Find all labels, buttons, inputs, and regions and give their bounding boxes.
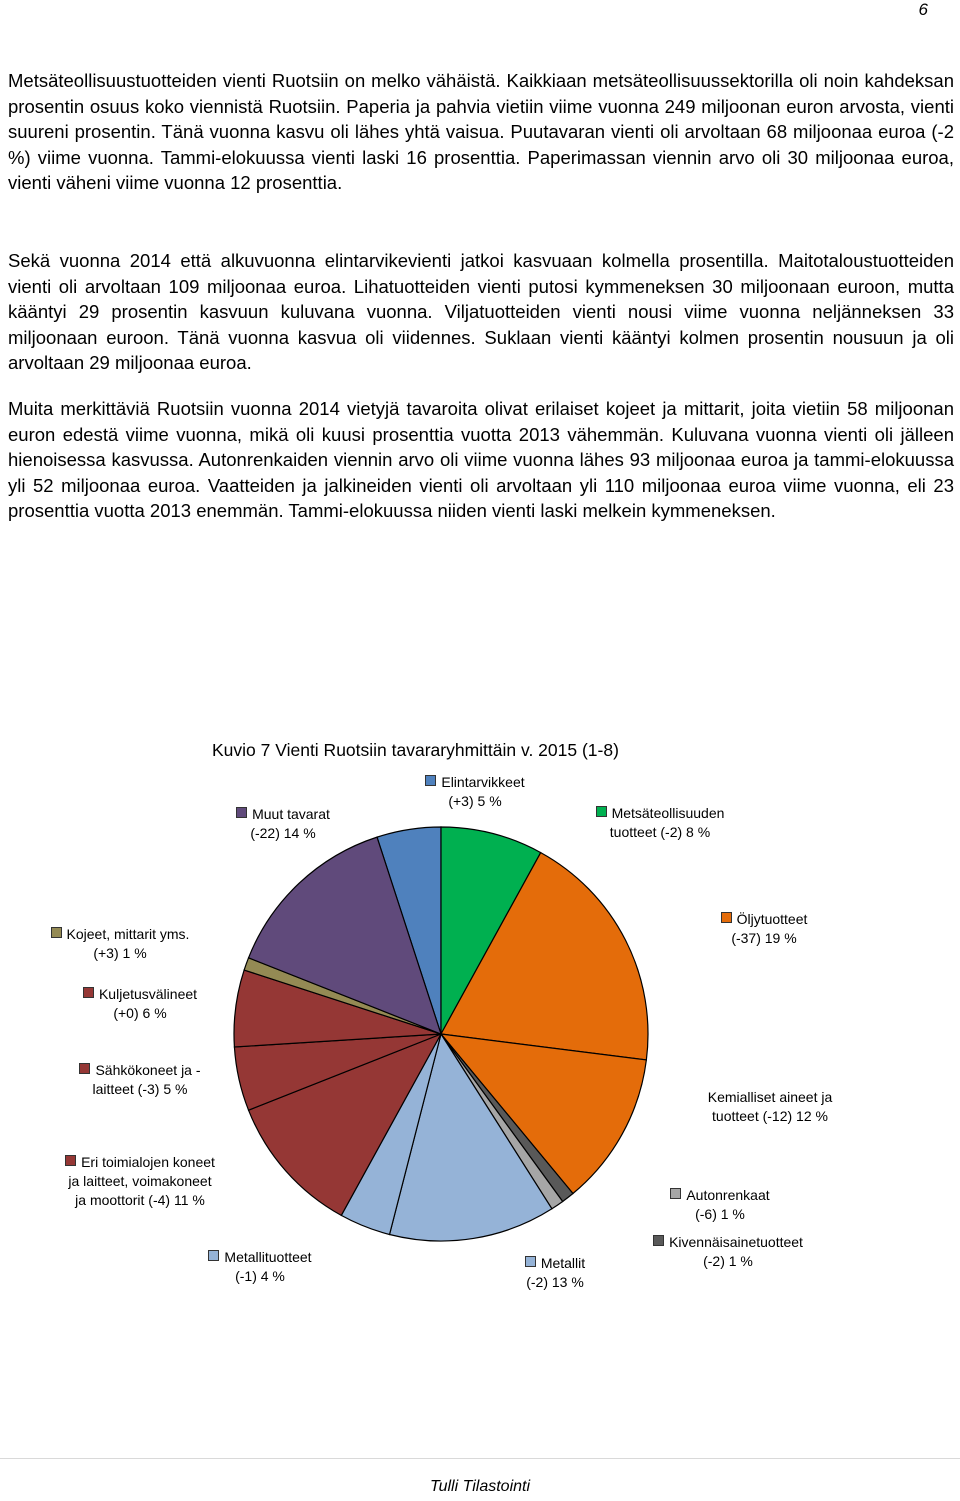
slice-label — [30, 1153, 250, 1210]
slice-label-line: (+0) 6 % — [113, 1005, 167, 1021]
legend-swatch — [525, 1256, 536, 1267]
slice-label-line: (+3) 5 % — [448, 793, 502, 809]
slice-label-line: Autonrenkaat — [610, 1186, 830, 1205]
footer-divider — [0, 1458, 960, 1459]
slice-label — [654, 910, 874, 948]
slice-label-line: Metallit — [445, 1254, 665, 1273]
slice-label — [173, 805, 393, 843]
slice-label-line: Metsäteollisuuden — [550, 804, 770, 823]
footer-text: Tulli Tilastointi — [429, 1478, 531, 1495]
slice-label-line: Eri toimialojen koneet — [30, 1153, 250, 1172]
slice-label-line: (-37) 19 % — [731, 930, 797, 946]
slice-label-line: (-1) 4 % — [235, 1268, 285, 1284]
chart-title: Kuvio 7 Vienti Ruotsiin tavararyhmittäin v. 2015 (1-8) — [212, 740, 619, 760]
slice-label-line: tuotteet (-2) 8 % — [609, 824, 711, 840]
slice-label-line: (-22) 14 % — [250, 825, 316, 841]
slice-label-line: Kojeet, mittarit yms. — [10, 925, 230, 944]
slice-label-line: Kemialliset aineet ja — [707, 1089, 833, 1105]
slice-label-line: Öljytuotteet — [654, 910, 874, 929]
slice-label-line: ja laitteet, voimakoneet — [68, 1173, 212, 1189]
slice-label — [150, 1248, 370, 1286]
slice-label-line: Sähkökoneet ja - — [30, 1061, 250, 1080]
legend-swatch — [51, 927, 62, 938]
page-number: 6 — [918, 0, 928, 19]
slice-label-line: (-2) 13 % — [526, 1274, 584, 1290]
paragraph-food-exports: Sekä vuonna 2014 että alkuvuonna elintarvikevienti jatkoi kasvuaan kolmella prosentilla. Maitotaloustuotteiden vienti oli arvoltaan 109 miljoonaa euroa. Lihatuotteiden vienti putosi kymmeneksen 30 miljoonaan euroon, mutta kääntyi 29 prosentin kasvuun kuluvana vuonna. Viljatuotteiden vienti nousi viime vuonna neljänneksen 33 miljoonaan euroon. Tänä vuonna kasvua oli viidennes. Suklaan vienti kääntyi kolmen prosentin nousuun ja oli arvoltaan 29 miljoonaa euroa. — [8, 250, 954, 373]
slice-label — [445, 1254, 665, 1292]
paragraph-forest-industry: Metsäteollisuustuotteiden vienti Ruotsiin on melko vähäistä. Kaikkiaan metsäteollisuussektorilla oli noin kahdeksan prosentin osuus koko viennistä Ruotsiin. Paperia ja pahvia vietiin viime vuonna 249 miljoonan euron arvosta, vienti suureni prosentin. Tänä vuonna kasvu oli lähes yhtä vaisua. Puutavaran vienti oli arvoltaan 68 miljoonaa euroa (-2 %) viime vuonna. Tammi-elokuussa vienti laski 16 prosenttia. Paperimassan viennin arvo oli 30 miljoonaa euroa, vienti väheni viime vuonna 12 prosenttia. — [8, 70, 954, 193]
slice-label — [610, 1186, 830, 1224]
slice-label-line: tuotteet (-12) 12 % — [712, 1108, 828, 1124]
slice-label-line: (-2) 1 % — [703, 1253, 753, 1269]
slice-label-line: Kivennäisainetuotteet — [618, 1233, 838, 1252]
legend-swatch — [670, 1188, 681, 1199]
legend-swatch — [425, 775, 436, 786]
slice-label — [10, 925, 230, 963]
slice-label-line: laitteet (-3) 5 % — [92, 1081, 188, 1097]
slice-label-line: Muut tavarat — [173, 805, 393, 824]
legend-swatch — [653, 1235, 664, 1246]
legend-swatch — [721, 912, 732, 923]
slice-label — [660, 1088, 880, 1126]
slice-label-line: ja moottorit (-4) 11 % — [75, 1192, 205, 1208]
slice-label-line: Metallituotteet — [150, 1248, 370, 1267]
slice-label-line: Elintarvikkeet — [365, 773, 585, 792]
paragraph-other-goods: Muita merkittäviä Ruotsiin vuonna 2014 vietyjä tavaroita olivat erilaiset kojeet ja mittarit, joita vietiin 58 miljoonan euron edestä viime vuonna, mikä oli kuusi prosenttia vuotta 2013 vähemmän. Kuluvana vuonna vienti oli jälleen hienoisessa kasvussa. Autonrenkaiden viennin arvo oli viime vuonna lähes 93 miljoonaa euroa ja tammi-elokuussa yli 52 miljoonaa euroa. Vaatteiden ja jalkineiden vienti oli arvoltaan yli 110 miljoonaa euroa viime vuonna, eli 23 prosenttia vuotta 2013 enemmän. Tammi-elokuussa niiden vienti laski melkein kymmeneksen. — [8, 398, 954, 521]
slice-label-line: Kuljetusvälineet — [30, 985, 250, 1004]
slice-label — [550, 804, 770, 842]
legend-swatch — [79, 1063, 90, 1074]
legend-swatch — [65, 1155, 76, 1166]
slice-label — [30, 985, 250, 1023]
slice-label-line: (+3) 1 % — [93, 945, 147, 961]
legend-swatch — [236, 807, 247, 818]
slice-label — [30, 1061, 250, 1099]
legend-swatch — [596, 806, 607, 817]
legend-swatch — [83, 987, 94, 998]
slice-label-line: (-6) 1 % — [695, 1206, 745, 1222]
legend-swatch — [208, 1250, 219, 1261]
